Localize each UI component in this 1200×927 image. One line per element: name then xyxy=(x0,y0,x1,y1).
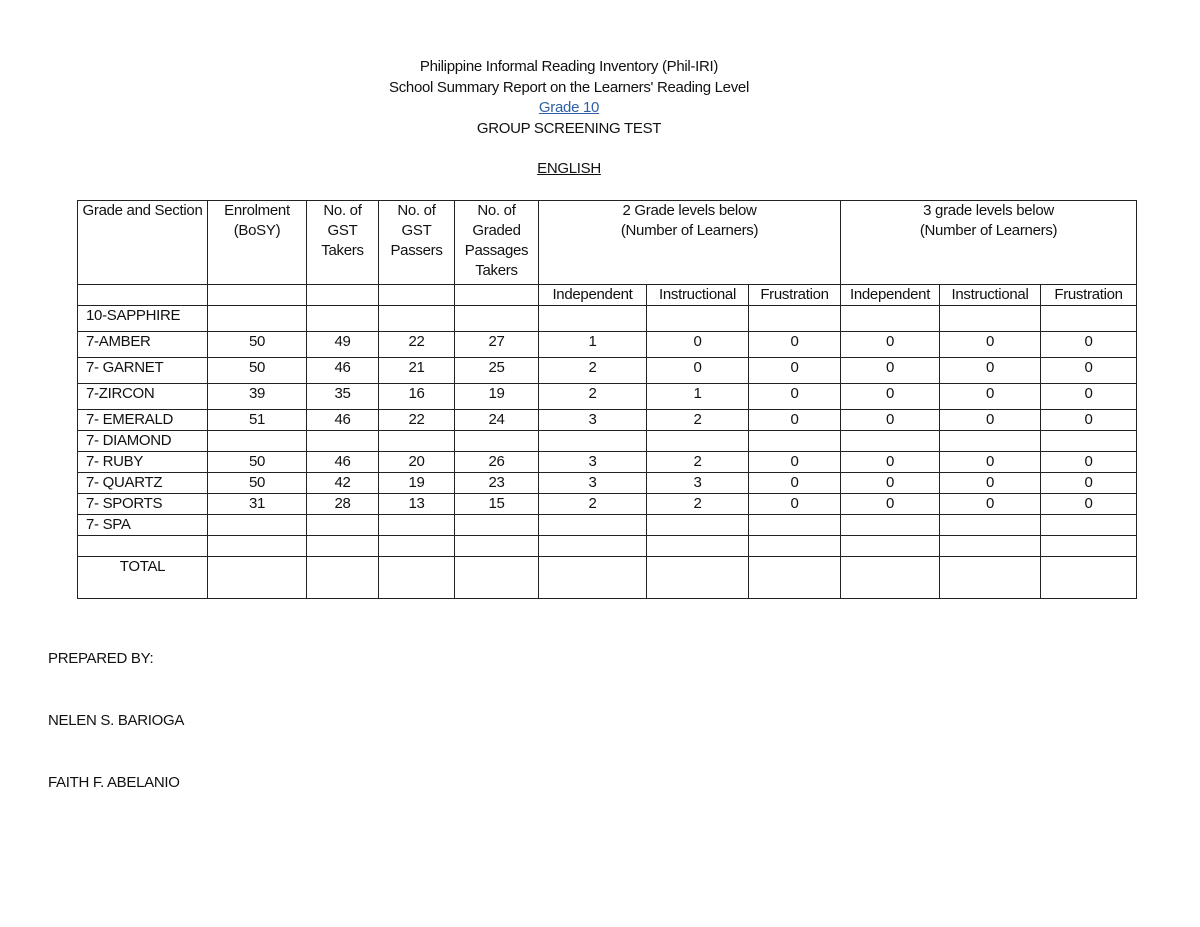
value-cell: 46 xyxy=(307,452,379,473)
subheader-cell: Instructional xyxy=(647,285,749,306)
value-cell xyxy=(307,536,379,557)
value-cell: 0 xyxy=(1041,332,1137,358)
column-header: No. of GST Takers xyxy=(307,201,379,285)
table-row xyxy=(78,384,1137,410)
subheader-cell: Independent xyxy=(841,285,940,306)
value-cell: 50 xyxy=(208,332,307,358)
value-cell xyxy=(749,431,841,452)
value-cell: 0 xyxy=(841,452,940,473)
value-cell xyxy=(749,306,841,332)
value-cell: 31 xyxy=(208,494,307,515)
value-cell xyxy=(379,536,455,557)
grade-link[interactable]: Grade 10 xyxy=(538,99,600,116)
group-header-2-below: 2 Grade levels below (Number of Learners) xyxy=(539,201,841,285)
table-row xyxy=(78,431,1137,452)
value-cell xyxy=(539,515,647,536)
value-cell: 0 xyxy=(749,384,841,410)
value-cell: 0 xyxy=(841,473,940,494)
value-cell: 22 xyxy=(379,410,455,431)
section-cell: 7-AMBER xyxy=(78,332,208,358)
value-cell: 15 xyxy=(455,494,539,515)
report-title: Philippine Informal Reading Inventory (Phil-IRI) xyxy=(419,58,719,75)
value-cell: 0 xyxy=(841,494,940,515)
value-cell: 26 xyxy=(455,452,539,473)
value-cell xyxy=(455,536,539,557)
prepared-by-label: PREPARED BY: xyxy=(48,650,154,667)
total-cell xyxy=(307,557,379,599)
table-subheader-row xyxy=(78,285,1137,306)
value-cell xyxy=(841,431,940,452)
value-cell: 0 xyxy=(1041,494,1137,515)
value-cell xyxy=(647,536,749,557)
value-cell: 19 xyxy=(379,473,455,494)
value-cell xyxy=(1041,515,1137,536)
value-cell: 42 xyxy=(307,473,379,494)
value-cell xyxy=(940,431,1041,452)
value-cell xyxy=(208,431,307,452)
value-cell: 46 xyxy=(307,358,379,384)
value-cell xyxy=(455,306,539,332)
total-cell xyxy=(940,557,1041,599)
value-cell: 0 xyxy=(749,473,841,494)
section-cell: 7- GARNET xyxy=(78,358,208,384)
value-cell xyxy=(539,306,647,332)
value-cell: 0 xyxy=(940,358,1041,384)
value-cell xyxy=(455,515,539,536)
value-cell: 24 xyxy=(455,410,539,431)
table-row xyxy=(78,410,1137,431)
value-cell: 2 xyxy=(539,494,647,515)
value-cell xyxy=(647,515,749,536)
table-row xyxy=(78,358,1137,384)
reading-level-table xyxy=(77,200,1137,599)
value-cell: 2 xyxy=(647,494,749,515)
value-cell: 35 xyxy=(307,384,379,410)
preparer-name: FAITH F. ABELANIO xyxy=(48,774,180,791)
value-cell xyxy=(1041,536,1137,557)
value-cell: 50 xyxy=(208,358,307,384)
value-cell: 0 xyxy=(841,332,940,358)
table-row xyxy=(78,452,1137,473)
total-cell xyxy=(841,557,940,599)
value-cell: 27 xyxy=(455,332,539,358)
total-cell xyxy=(1041,557,1137,599)
section-cell xyxy=(78,536,208,557)
column-header: Enrolment (BoSY) xyxy=(208,201,307,285)
value-cell: 49 xyxy=(307,332,379,358)
value-cell xyxy=(379,431,455,452)
value-cell xyxy=(749,536,841,557)
column-header: Grade and Section xyxy=(78,201,208,285)
value-cell: 3 xyxy=(647,473,749,494)
subject-heading: ENGLISH xyxy=(537,160,601,177)
test-name: GROUP SCREENING TEST xyxy=(476,119,662,137)
total-cell xyxy=(379,557,455,599)
section-cell: 7-ZIRCON xyxy=(78,384,208,410)
table-header-row xyxy=(78,201,1137,285)
value-cell: 0 xyxy=(940,384,1041,410)
value-cell xyxy=(940,536,1041,557)
value-cell: 46 xyxy=(307,410,379,431)
value-cell: 0 xyxy=(940,473,1041,494)
value-cell: 2 xyxy=(539,358,647,384)
section-cell: 7- SPORTS xyxy=(78,494,208,515)
value-cell: 3 xyxy=(539,452,647,473)
value-cell: 51 xyxy=(208,410,307,431)
section-cell: 10-SAPPHIRE xyxy=(78,306,208,332)
value-cell xyxy=(208,536,307,557)
value-cell: 19 xyxy=(455,384,539,410)
value-cell: 0 xyxy=(1041,384,1137,410)
value-cell: 21 xyxy=(379,358,455,384)
value-cell: 13 xyxy=(379,494,455,515)
column-header: No. of Graded Passages Takers xyxy=(455,201,539,285)
value-cell: 0 xyxy=(940,494,1041,515)
value-cell xyxy=(379,306,455,332)
value-cell xyxy=(307,306,379,332)
section-cell: 7- QUARTZ xyxy=(78,473,208,494)
total-cell xyxy=(749,557,841,599)
total-row xyxy=(78,557,1137,599)
value-cell: 2 xyxy=(647,410,749,431)
report-header xyxy=(0,57,1138,139)
value-cell: 0 xyxy=(1041,410,1137,431)
value-cell xyxy=(455,431,539,452)
value-cell: 22 xyxy=(379,332,455,358)
total-cell xyxy=(539,557,647,599)
value-cell: 16 xyxy=(379,384,455,410)
value-cell: 0 xyxy=(841,384,940,410)
value-cell: 0 xyxy=(940,410,1041,431)
group-header-3-below: 3 grade levels below (Number of Learners) xyxy=(841,201,1137,285)
value-cell: 2 xyxy=(539,384,647,410)
value-cell xyxy=(208,515,307,536)
table-row xyxy=(78,473,1137,494)
value-cell: 28 xyxy=(307,494,379,515)
table-row xyxy=(78,332,1137,358)
value-cell: 0 xyxy=(749,494,841,515)
value-cell: 0 xyxy=(940,332,1041,358)
total-cell xyxy=(455,557,539,599)
value-cell: 39 xyxy=(208,384,307,410)
value-cell: 23 xyxy=(455,473,539,494)
subheader-cell: Independent xyxy=(539,285,647,306)
preparer-name: NELEN S. BARIOGA xyxy=(48,712,185,729)
value-cell: 2 xyxy=(647,452,749,473)
column-header: No. of GST Passers xyxy=(379,201,455,285)
value-cell xyxy=(749,515,841,536)
value-cell: 20 xyxy=(379,452,455,473)
value-cell: 0 xyxy=(749,332,841,358)
value-cell xyxy=(841,536,940,557)
total-cell xyxy=(208,557,307,599)
value-cell: 0 xyxy=(647,358,749,384)
total-label: TOTAL xyxy=(78,557,208,599)
subheader-cell: Frustration xyxy=(749,285,841,306)
value-cell xyxy=(539,536,647,557)
table-row xyxy=(78,494,1137,515)
value-cell xyxy=(1041,306,1137,332)
value-cell: 0 xyxy=(749,452,841,473)
section-cell: 7- RUBY xyxy=(78,452,208,473)
value-cell: 0 xyxy=(749,358,841,384)
value-cell xyxy=(307,431,379,452)
value-cell xyxy=(1041,431,1137,452)
value-cell: 25 xyxy=(455,358,539,384)
report-subtitle: School Summary Report on the Learners' Reading Level xyxy=(389,78,749,96)
value-cell: 0 xyxy=(1041,358,1137,384)
value-cell xyxy=(647,431,749,452)
section-cell: 7- EMERALD xyxy=(78,410,208,431)
value-cell: 50 xyxy=(208,452,307,473)
value-cell: 0 xyxy=(841,358,940,384)
section-cell: 7- DIAMOND xyxy=(78,431,208,452)
value-cell xyxy=(647,306,749,332)
table-row xyxy=(78,536,1137,557)
table-row xyxy=(78,515,1137,536)
value-cell: 3 xyxy=(539,410,647,431)
value-cell xyxy=(940,306,1041,332)
value-cell: 0 xyxy=(841,410,940,431)
table-row xyxy=(78,306,1137,332)
section-cell: 7- SPA xyxy=(78,515,208,536)
value-cell: 1 xyxy=(539,332,647,358)
value-cell: 0 xyxy=(940,452,1041,473)
total-cell xyxy=(647,557,749,599)
value-cell: 0 xyxy=(1041,452,1137,473)
value-cell xyxy=(841,306,940,332)
value-cell: 0 xyxy=(1041,473,1137,494)
value-cell xyxy=(379,515,455,536)
value-cell: 3 xyxy=(539,473,647,494)
value-cell xyxy=(208,306,307,332)
value-cell xyxy=(539,431,647,452)
value-cell: 50 xyxy=(208,473,307,494)
value-cell xyxy=(307,515,379,536)
value-cell xyxy=(940,515,1041,536)
value-cell: 0 xyxy=(749,410,841,431)
value-cell: 0 xyxy=(647,332,749,358)
value-cell: 1 xyxy=(647,384,749,410)
subheader-cell: Frustration xyxy=(1041,285,1137,306)
subheader-cell: Instructional xyxy=(940,285,1041,306)
value-cell xyxy=(841,515,940,536)
